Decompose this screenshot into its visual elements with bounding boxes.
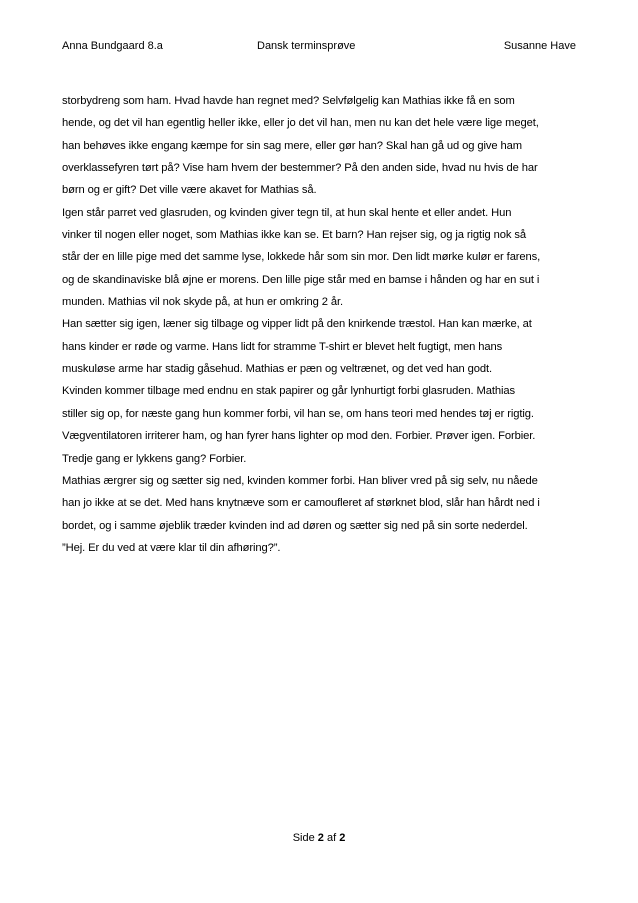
page-header bbox=[62, 40, 576, 56]
text-line: stiller sig op, for næste gang hun kommer forbi, vil han se, om hans teori med hendes tøj er rigtig. bbox=[62, 407, 534, 420]
text-line: Han sætter sig igen, læner sig tilbage og vipper lidt på den knirkende træstol. Han kan mærke, at bbox=[62, 318, 532, 331]
footer-total-pages: 2 bbox=[339, 832, 346, 844]
text-line: vinker til nogen eller noget, som Mathias ikke kan se. Et barn? Han rejser sig, og ja rigtig nok så bbox=[62, 229, 526, 242]
header-title: Dansk terminsprøve bbox=[257, 40, 356, 52]
text-line: munden. Mathias vil nok skyde på, at hun er omkring 2 år. bbox=[62, 296, 343, 309]
text-line: hans kinder er røde og varme. Hans lidt for stramme T-shirt er blevet helt fugtigt, men hans bbox=[62, 340, 503, 353]
text-line: børn og er gift? Det ville være akavet for Mathias så. bbox=[62, 184, 317, 197]
header-author: Anna Bundgaard 8.a bbox=[62, 40, 163, 52]
text-line: ”Hej. Er du ved at være klar til din afhøring?”. bbox=[62, 541, 281, 554]
text-line: storbydreng som ham. Hvad havde han regnet med? Selvfølgelig kan Mathias ikke få en som bbox=[62, 95, 515, 107]
text-line: Tredje gang er lykkens gang? Forbier. bbox=[62, 452, 247, 465]
text-line: Igen står parret ved glasruden, og kvinden giver tegn til, at hun skal hente et eller andet. Hun bbox=[62, 206, 512, 219]
text-line: muskuløse arme har stadig gåsehud. Mathias er pæn og veltrænet, og det ved han godt. bbox=[62, 363, 493, 376]
text-line: han behøves ikke engang kæmpe for sin sag mere, eller gør han? Skal han gå ud og give ham bbox=[62, 139, 523, 152]
text-line: Kvinden kommer tilbage med endnu en stak papirer og går lynhurtigt forbi glasruden. Mathias bbox=[62, 385, 515, 398]
text-line: han jo ikke at se det. Med hans knytnæve som er camoufleret af størknet blod, slår han hårdt ned i bbox=[62, 497, 540, 510]
text-line: Vægventilatoren irriterer ham, og han fyrer hans lighter op mod den. Forbier. Prøver igen. Forbier. bbox=[62, 430, 536, 443]
footer-current-page: 2 bbox=[317, 832, 324, 844]
text-line: Mathias ærgrer sig og sætter sig ned, kvinden kommer forbi. Han bliver vred på sig selv, nu nåede bbox=[62, 474, 538, 487]
text-line: bordet, og i samme øjeblik træder kvinden ind ad døren og sætter sig ned på sin sorte nederdel. bbox=[62, 519, 528, 532]
text-line: står der en lille pige med det samme lyse, lokkede hår som sin mor. Den lidt mørke kulør er farens, bbox=[62, 251, 541, 264]
body-text bbox=[62, 90, 576, 559]
footer-middle: af bbox=[323, 832, 340, 844]
header-teacher: Susanne Have bbox=[503, 40, 576, 52]
page-footer bbox=[0, 832, 638, 844]
text-line: og de skandinaviske blå øjne er morens. Den lille pige står med en bamse i hånden og har en sut i bbox=[62, 273, 540, 286]
text-line: hende, og det vil han egentlig heller ikke, eller jo det vil han, men nu kan det hele være lige meget, bbox=[62, 117, 539, 130]
footer-prefix: Side bbox=[292, 832, 318, 844]
text-line: overklassefyren tørt på? Vise ham hvem der bestemmer? På den anden side, hvad nu hvis de har bbox=[62, 162, 538, 175]
